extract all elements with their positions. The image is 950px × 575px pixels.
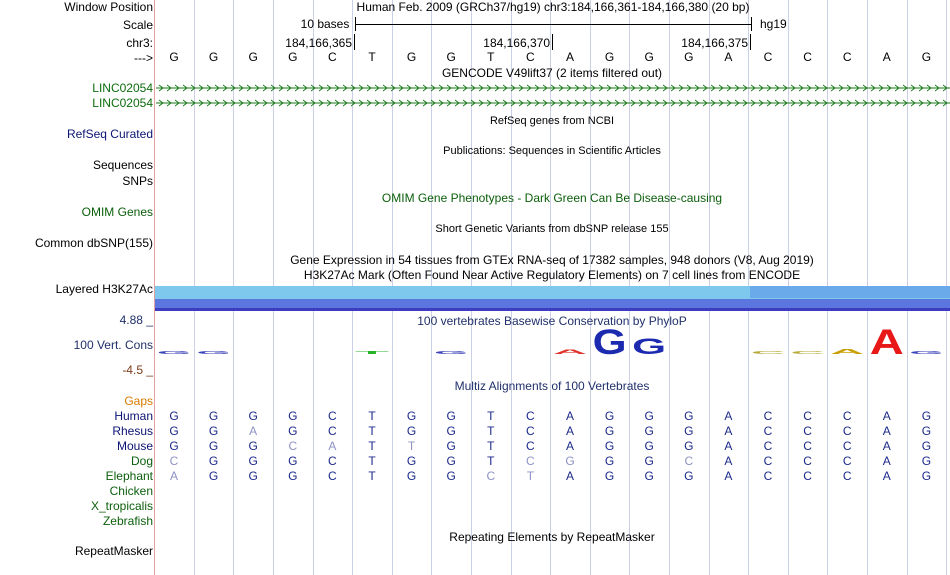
- reference-base: G: [406, 50, 417, 64]
- alignment-base: C: [803, 424, 812, 438]
- gene-linc02054-2[interactable]: [156, 98, 950, 108]
- phylop-logo[interactable]: [155, 325, 950, 361]
- phylop-logo-letter: C: [790, 350, 825, 355]
- label-repeatmasker[interactable]: RepeatMasker: [74, 544, 153, 558]
- track-title-dbsnp[interactable]: Short Genetic Variants from dbSNP release 155: [435, 223, 669, 235]
- alignment-base: G: [169, 424, 179, 438]
- track-title-phylop[interactable]: 100 vertebrates Basewise Conservation by PhyloP: [417, 314, 687, 328]
- h3k27ac-layer-dark: [155, 308, 950, 311]
- reference-base: T: [368, 50, 376, 64]
- alignment-base: G: [446, 469, 456, 483]
- track-title-gtex[interactable]: Gene Expression in 54 tissues from GTEx RNA-seq of 17382 samples, 948 donors (V8, Aug 2019): [290, 253, 814, 267]
- label-gaps[interactable]: Gaps: [124, 394, 153, 408]
- alignment-base: C: [526, 424, 535, 438]
- alignment-base: T: [368, 409, 376, 423]
- alignment-base: A: [724, 454, 733, 468]
- label-chr: chr3:: [126, 36, 153, 50]
- alignment-base: C: [684, 454, 694, 468]
- alignment-base: A: [882, 469, 891, 483]
- alignment-base: G: [248, 409, 258, 423]
- alignment-base: G: [446, 454, 456, 468]
- alignment-base: G: [446, 409, 456, 423]
- label-refseq-curated[interactable]: RefSeq Curated: [66, 127, 153, 141]
- label-scale: Scale: [122, 18, 153, 32]
- alignment-base: A: [169, 469, 178, 483]
- alignment-base: G: [644, 409, 654, 423]
- reference-base: G: [208, 50, 219, 64]
- alignment-base: G: [288, 454, 298, 468]
- alignment-base: G: [644, 454, 654, 468]
- label-window-position: Window Position: [64, 0, 153, 14]
- label-layered-h3k27ac[interactable]: Layered H3K27Ac: [55, 282, 153, 296]
- reference-base: G: [921, 50, 932, 64]
- alignment-base: C: [842, 409, 852, 423]
- alignment-base: C: [803, 454, 812, 468]
- reference-base: C: [803, 50, 812, 64]
- alignment-base: C: [763, 424, 773, 438]
- alignment-base: T: [368, 424, 376, 438]
- alignment-base: C: [763, 454, 773, 468]
- alignment-base: C: [526, 454, 535, 468]
- reference-base: G: [684, 50, 694, 64]
- species-label[interactable]: Mouse: [116, 439, 153, 453]
- alignment-base: C: [169, 454, 179, 468]
- reference-base: A: [882, 50, 891, 64]
- position-tick-1: [354, 34, 355, 50]
- alignment-base: G: [208, 424, 219, 438]
- position-tick-2: [552, 34, 553, 50]
- alignment-base: G: [921, 409, 932, 423]
- phylop-logo-letter: A: [553, 348, 588, 356]
- alignment-base: G: [921, 454, 932, 468]
- alignment-base: G: [406, 424, 417, 438]
- species-label[interactable]: Chicken: [109, 484, 153, 498]
- alignment-base: T: [368, 454, 376, 468]
- alignment-base: C: [526, 409, 535, 423]
- alignment-base: C: [328, 454, 337, 468]
- alignment-base: A: [565, 424, 574, 438]
- alignment-base: A: [724, 439, 733, 453]
- position-label-1: 184,166,365: [285, 36, 352, 50]
- alignment-base: C: [328, 424, 337, 438]
- alignment-base: T: [526, 469, 535, 483]
- reference-base: A: [724, 50, 733, 64]
- h3k27ac-layer-mid: [155, 299, 950, 309]
- alignment-base: A: [882, 439, 891, 453]
- assembly-position-text: Human Feb. 2009 (GRCh37/hg19) chr3:184,166,361-184,166,380 (20 bp): [356, 0, 750, 14]
- scale-bar-right-tick: [751, 17, 752, 31]
- alignment-base: G: [248, 469, 258, 483]
- reference-base: G: [248, 50, 258, 64]
- alignment-base: G: [684, 409, 694, 423]
- label-linc02054-2[interactable]: LINC02054: [92, 96, 153, 110]
- alignment-base: C: [763, 469, 773, 483]
- alignment-base: G: [684, 469, 694, 483]
- reference-base: G: [288, 50, 298, 64]
- phylop-logo-letter: G: [592, 325, 627, 361]
- alignment-base: G: [288, 469, 298, 483]
- label-sequences[interactable]: Sequences: [92, 158, 153, 172]
- species-label[interactable]: Zebrafish: [102, 514, 153, 528]
- alignment-base: G: [921, 469, 932, 483]
- reference-base: T: [487, 50, 495, 64]
- phylop-logo-letter: A: [830, 347, 865, 356]
- alignment-base: G: [565, 454, 575, 468]
- alignment-base: G: [169, 439, 179, 453]
- track-title-repeatmasker[interactable]: Repeating Elements by RepeatMasker: [449, 530, 655, 544]
- alignment-base: G: [208, 439, 219, 453]
- alignment-base: G: [208, 454, 219, 468]
- alignment-base: G: [684, 439, 694, 453]
- alignment-base: A: [724, 469, 733, 483]
- alignment-base: G: [644, 439, 654, 453]
- alignment-base: C: [763, 409, 773, 423]
- track-title-refseq[interactable]: RefSeq genes from NCBI: [489, 115, 615, 127]
- alignment-base: T: [368, 469, 376, 483]
- h3k27ac-signal[interactable]: [155, 286, 950, 311]
- phylop-logo-letter: G: [632, 333, 667, 360]
- alignment-base: C: [328, 409, 337, 423]
- alignment-base: G: [921, 439, 932, 453]
- species-label[interactable]: Dog: [130, 454, 153, 468]
- alignment-base: G: [248, 454, 258, 468]
- alignment-base: G: [406, 469, 417, 483]
- species-label[interactable]: Rhesus: [112, 424, 153, 438]
- alignment-base: A: [328, 439, 337, 453]
- alignment-base: T: [487, 409, 495, 423]
- alignment-base: G: [208, 409, 219, 423]
- track-title-gencode[interactable]: GENCODE V49lift37 (2 items filtered out): [441, 66, 663, 80]
- alignment-base: C: [842, 439, 852, 453]
- alignment-base: A: [882, 454, 891, 468]
- alignment-base: A: [565, 469, 574, 483]
- alignment-base: G: [248, 439, 258, 453]
- position-tick-3: [750, 34, 751, 50]
- reference-base: C: [842, 50, 852, 64]
- species-label[interactable]: Elephant: [105, 469, 153, 483]
- label-omim-genes[interactable]: OMIM Genes: [81, 205, 153, 219]
- alignment-base: A: [249, 424, 258, 438]
- alignment-base: G: [604, 409, 615, 423]
- phylop-logo-letter: G: [196, 350, 231, 355]
- alignment-base: C: [803, 439, 812, 453]
- alignment-base: C: [803, 409, 812, 423]
- track-title-omim[interactable]: OMIM Gene Phenotypes - Dark Green Can Be Disease-causing: [381, 191, 723, 205]
- track-title-multiz[interactable]: Multiz Alignments of 100 Vertebrates: [454, 379, 650, 393]
- alignment-base: G: [684, 424, 694, 438]
- phylop-logo-letter: G: [434, 350, 469, 355]
- label-strand-arrow: --->: [134, 51, 153, 65]
- alignment-base: G: [446, 439, 456, 453]
- reference-base: A: [565, 50, 574, 64]
- alignment-base: T: [487, 439, 495, 453]
- label-cons-min: -4.5 _: [122, 363, 153, 377]
- label-common-dbsnp[interactable]: Common dbSNP(155): [34, 236, 153, 250]
- scale-assembly-text: hg19: [760, 17, 787, 31]
- alignment-base: C: [288, 439, 298, 453]
- alignment-base: C: [842, 424, 852, 438]
- track-title-publications[interactable]: Publications: Sequences in Scientific Articles: [443, 145, 661, 157]
- alignment-base: A: [724, 424, 733, 438]
- position-label-2: 184,166,370: [483, 36, 550, 50]
- alignment-base: A: [565, 409, 574, 423]
- alignment-base: G: [406, 454, 417, 468]
- alignment-base: T: [368, 439, 376, 453]
- alignment-base: C: [486, 469, 496, 483]
- phylop-logo-letter: G: [157, 350, 191, 355]
- label-linc02054-1[interactable]: LINC02054: [92, 81, 153, 95]
- reference-base: G: [169, 50, 179, 64]
- alignment-base: G: [644, 424, 654, 438]
- label-snps[interactable]: SNPs: [122, 174, 153, 188]
- alignment-base: C: [803, 469, 812, 483]
- phylop-logo-letter: C: [751, 350, 785, 355]
- alignment-base: C: [763, 439, 773, 453]
- reference-base: C: [328, 50, 337, 64]
- gene-linc02054-1[interactable]: [156, 83, 950, 93]
- phylop-logo-letter: G: [909, 349, 944, 356]
- species-label[interactable]: Human: [114, 409, 153, 423]
- alignment-base: A: [882, 424, 891, 438]
- phylop-logo-letter: T: [355, 349, 389, 356]
- alignment-base: G: [604, 454, 615, 468]
- alignment-base: C: [842, 454, 852, 468]
- alignment-base: G: [604, 439, 615, 453]
- position-label-3: 184,166,375: [681, 36, 748, 50]
- scale-text: 10 bases: [300, 17, 350, 31]
- label-100-vert-cons[interactable]: 100 Vert. Cons: [73, 338, 153, 352]
- reference-base: C: [526, 50, 535, 64]
- reference-base: G: [644, 50, 654, 64]
- alignment-base: G: [604, 424, 615, 438]
- alignment-base: C: [328, 469, 337, 483]
- alignment-base: A: [724, 409, 733, 423]
- alignment-base: A: [565, 439, 574, 453]
- label-cons-max: 4.88 _: [119, 313, 153, 327]
- alignment-base: T: [407, 439, 416, 453]
- alignment-base: A: [882, 409, 891, 423]
- h3k27ac-layer-upper: [750, 286, 950, 298]
- alignment-base: G: [644, 469, 654, 483]
- alignment-base: G: [288, 409, 298, 423]
- reference-base: G: [446, 50, 456, 64]
- alignment-base: G: [921, 424, 932, 438]
- reference-base: C: [763, 50, 773, 64]
- scale-bar-line: [355, 24, 751, 25]
- phylop-logo-letter: A: [869, 325, 904, 361]
- track-title-h3k27ac[interactable]: H3K27Ac Mark (Often Found Near Active Regulatory Elements) on 7 cell lines from ENCODE: [303, 268, 801, 282]
- alignment-base: G: [604, 469, 615, 483]
- alignment-base: G: [446, 424, 456, 438]
- alignment-base: C: [526, 439, 535, 453]
- alignment-base: G: [406, 409, 417, 423]
- alignment-base: G: [208, 469, 219, 483]
- alignment-base: C: [842, 469, 852, 483]
- alignment-base: G: [288, 424, 298, 438]
- species-label[interactable]: X_tropicalis: [90, 499, 153, 513]
- alignment-base: G: [169, 409, 179, 423]
- alignment-base: T: [487, 424, 495, 438]
- alignment-base: T: [487, 454, 495, 468]
- reference-base: G: [604, 50, 615, 64]
